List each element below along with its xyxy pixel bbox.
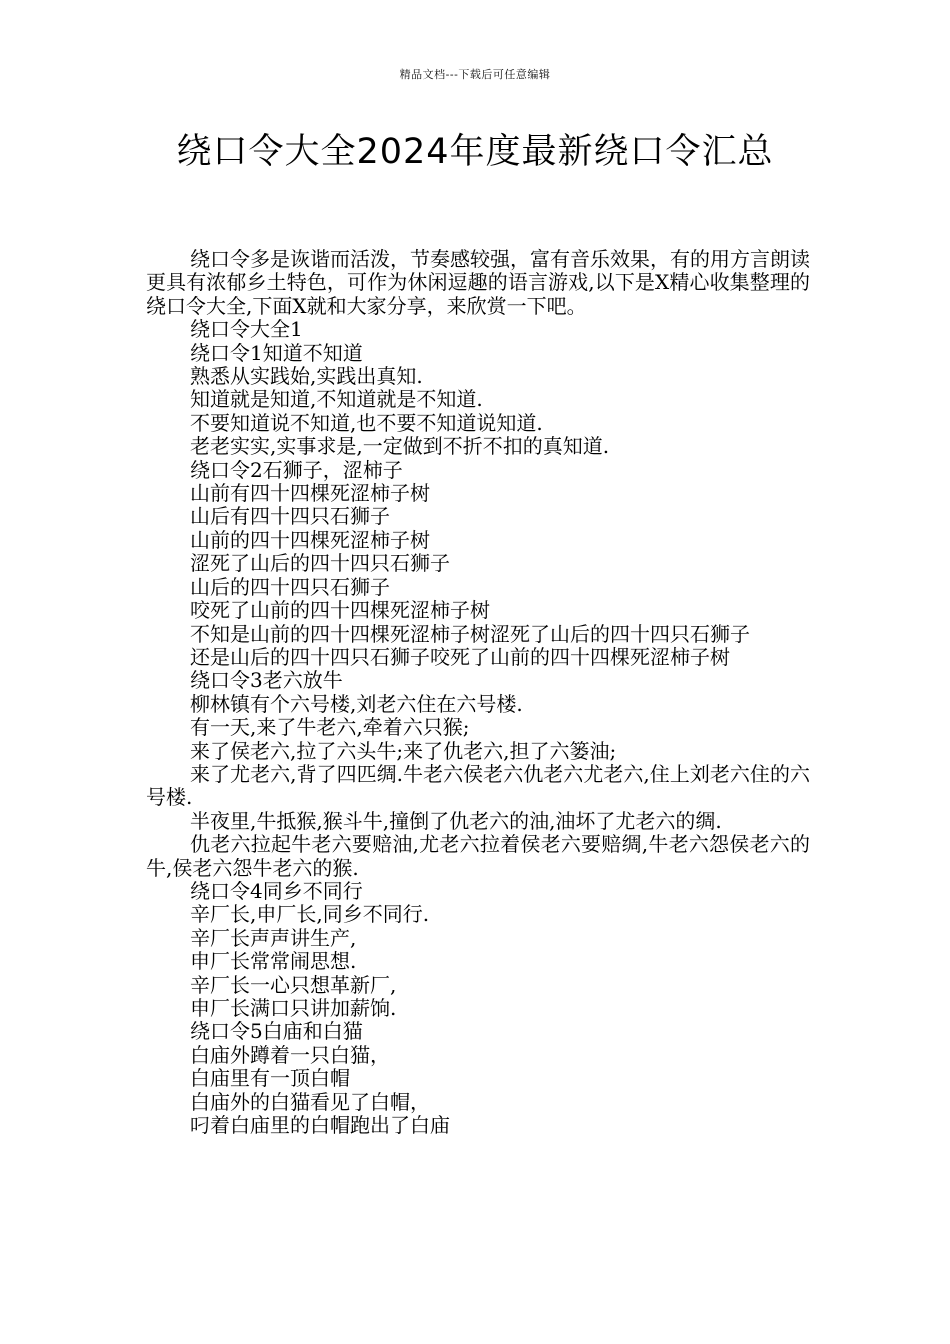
text-line: 山前有四十四棵死涩柿子树 xyxy=(190,481,430,506)
text-line: 老老实实,实事求是,一定做到不折不扣的真知道. xyxy=(190,434,610,459)
text-line: 申厂长满口只讲加薪饷. xyxy=(190,996,397,1020)
text-line: 白庙外蹲着一只白猫， xyxy=(190,1042,390,1067)
text-line: 叼着白庙里的白帽跑出了白庙 xyxy=(190,1113,450,1138)
text-line: 申厂长常常闹思想. xyxy=(190,949,357,974)
text-line: 不知是山前的四十四棵死涩柿子树涩死了山后的四十四只石狮子 xyxy=(190,621,750,646)
section-heading: 绕口令大全1 xyxy=(190,317,303,342)
text-line: 白庙里有一顶白帽 xyxy=(190,1066,350,1091)
text-line: 还是山后的四十四只石狮子咬死了山前的四十四棵死涩柿子树 xyxy=(190,644,730,669)
text-line: 不要知道说不知道,也不要不知道说知道. xyxy=(190,410,543,435)
document-title: 绕口令大全2024年度最新绕口令汇总 xyxy=(176,132,774,172)
text-line: 山后有四十四只石狮子 xyxy=(190,504,390,529)
tongue-twister-title: 绕口令3老六放牛 xyxy=(190,668,343,693)
document-body xyxy=(146,248,810,1137)
text-line: 咬死了山前的四十四棵死涩柿子树 xyxy=(190,598,490,623)
text-line: 半夜里,牛抵猴,猴斗牛,撞倒了仇老六的油,油坏了尤老六的绸. xyxy=(190,808,722,833)
text-line: 辛厂长一心只想革新厂, xyxy=(190,972,397,997)
intro-paragraph: 绕口令多是诙谐而活泼，节奏感较强，富有音乐效果，有的用方言朗读更具有浓郁乡土特色，可作为休闲逗趣的语言游戏,以下是X精心收集整理的绕口令大全,下面X就和大家分享，来欣赏一下吧。 xyxy=(146,247,810,318)
text-line: 白庙外的白猫看见了白帽， xyxy=(190,1089,430,1114)
text-line: 来了侯老六,拉了六头牛;来了仇老六,担了六篓油; xyxy=(190,738,617,763)
tongue-twister-title: 绕口令1知道不知道 xyxy=(190,340,363,365)
text-line: 熟悉从实践始,实践出真知. xyxy=(190,364,423,389)
text-line: 辛厂长,申厂长,同乡不同行. xyxy=(190,902,430,927)
text-line: 山后的四十四只石狮子 xyxy=(190,574,390,599)
text-line: 有一天,来了牛老六,牵着六只猴; xyxy=(190,715,470,740)
text-line: 柳林镇有个六号楼,刘老六住在六号楼. xyxy=(190,691,523,716)
text-line: 涩死了山后的四十四只石狮子 xyxy=(190,551,450,576)
text-line: 辛厂长声声讲生产, xyxy=(190,925,357,950)
text-line: 来了尤老六,背了四匹绸.牛老六侯老六仇老六尤老六,住上刘老六住的六号楼. xyxy=(146,761,810,810)
text-line: 山前的四十四棵死涩柿子树 xyxy=(190,527,430,552)
text-line: 知道就是知道,不知道就是不知道. xyxy=(190,387,483,412)
tongue-twister-title: 绕口令2石狮子，涩柿子 xyxy=(190,457,403,482)
tongue-twister-title: 绕口令5白庙和白猫 xyxy=(190,1019,363,1044)
text-line: 仇老六拉起牛老六要赔油,尤老六拉着侯老六要赔绸,牛老六怨侯老六的牛,侯老六怨牛老六的猴. xyxy=(146,832,810,880)
tongue-twister-title: 绕口令4同乡不同行 xyxy=(190,878,363,903)
page-header-note: 精品文档---下载后可任意编辑 xyxy=(399,68,551,81)
